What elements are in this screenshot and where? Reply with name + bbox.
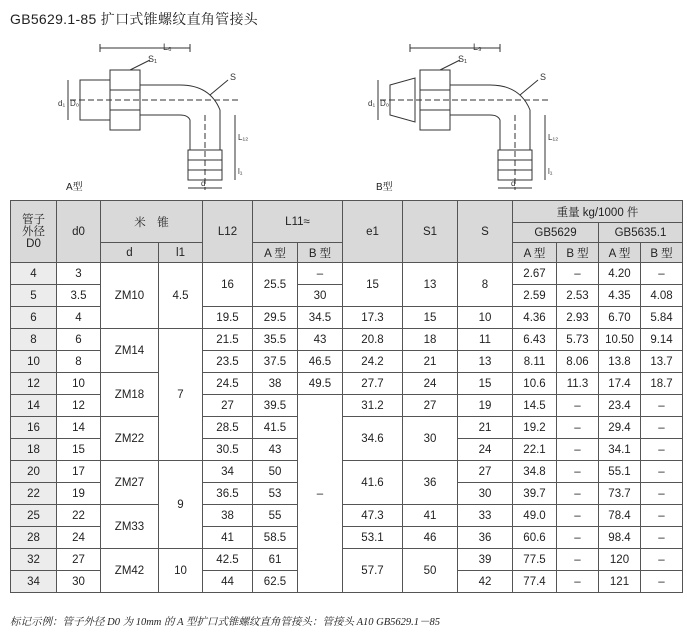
cell-wa2: 120 xyxy=(599,549,641,571)
cell-wb1: – xyxy=(557,417,599,439)
cell-wa2: 10.50 xyxy=(599,329,641,351)
cell-wb1: – xyxy=(557,527,599,549)
cell-d0-inner: 10 xyxy=(57,373,101,395)
cell-wb2: – xyxy=(641,263,683,285)
cell-d0-inner: 15 xyxy=(57,439,101,461)
cell-l11a: 29.5 xyxy=(253,307,298,329)
cell-l12: 19.5 xyxy=(203,307,253,329)
cell-s1: 21 xyxy=(403,351,458,373)
cell-wa2: 78.4 xyxy=(599,505,641,527)
cell-d0: 12 xyxy=(11,373,57,395)
header-l12: L12 xyxy=(203,201,253,263)
cell-d0: 5 xyxy=(11,285,57,307)
cell-l11b: 46.5 xyxy=(298,351,343,373)
cell-l11b: 30 xyxy=(298,285,343,307)
cell-d0-inner: 3.5 xyxy=(57,285,101,307)
cell-l11a: 62.5 xyxy=(253,571,298,593)
cell-wb2: – xyxy=(641,505,683,527)
cell-wb2: 13.7 xyxy=(641,351,683,373)
cell-wb1: 2.53 xyxy=(557,285,599,307)
cell-wa1: 39.7 xyxy=(513,483,557,505)
dim-d1-a: d₁ xyxy=(58,99,66,108)
drawing-b xyxy=(368,42,558,193)
cell-wb2: 18.7 xyxy=(641,373,683,395)
cell-wb1: – xyxy=(557,483,599,505)
cell-e1: 20.8 xyxy=(343,329,403,351)
cell-e1: 57.7 xyxy=(343,549,403,593)
dim-l1-a: l₁ xyxy=(238,167,243,176)
cell-d0: 8 xyxy=(11,329,57,351)
cell-s: 11 xyxy=(458,329,513,351)
table-row xyxy=(11,373,683,395)
dim-l12-a: L₁₂ xyxy=(238,133,249,142)
cell-wa2: 34.1 xyxy=(599,439,641,461)
cell-e1: 15 xyxy=(343,263,403,307)
cell-l12: 28.5 xyxy=(203,417,253,439)
cell-l11a: 37.5 xyxy=(253,351,298,373)
cell-l11b: 49.5 xyxy=(298,373,343,395)
cell-wb1: – xyxy=(557,505,599,527)
cell-d0-inner: 30 xyxy=(57,571,101,593)
cell-l11a: 38 xyxy=(253,373,298,395)
dim-d-a: d xyxy=(201,179,206,188)
cell-wb2: 9.14 xyxy=(641,329,683,351)
cell-d0-inner: 14 xyxy=(57,417,101,439)
cell-l12: 34 xyxy=(203,461,253,483)
table-row xyxy=(11,263,683,285)
header-gb5629: GB5629 xyxy=(513,223,599,243)
cell-e1: 53.1 xyxy=(343,527,403,549)
cell-wb2: – xyxy=(641,395,683,417)
drawing-a xyxy=(58,42,248,193)
cell-d0-inner: 19 xyxy=(57,483,101,505)
cell-s: 36 xyxy=(458,527,513,549)
cell-l11a: 25.5 xyxy=(253,263,298,307)
cell-e1: 41.6 xyxy=(343,461,403,505)
cell-s: 30 xyxy=(458,483,513,505)
cell-wa2: 73.7 xyxy=(599,483,641,505)
cell-wa1: 2.59 xyxy=(513,285,557,307)
cell-wb2: 4.08 xyxy=(641,285,683,307)
cell-l11a: 58.5 xyxy=(253,527,298,549)
cell-d0: 20 xyxy=(11,461,57,483)
cell-thread: ZM18 xyxy=(101,373,159,417)
cell-thread: ZM27 xyxy=(101,461,159,505)
cell-s: 42 xyxy=(458,571,513,593)
cell-s1: 36 xyxy=(403,461,458,505)
cell-wb1: – xyxy=(557,571,599,593)
cell-wa1: 22.1 xyxy=(513,439,557,461)
cell-l11a: 35.5 xyxy=(253,329,298,351)
cell-wa2: 55.1 xyxy=(599,461,641,483)
dim-s-a: S xyxy=(230,72,237,82)
header-mizhui: 米 锥 xyxy=(101,201,203,243)
header-weight-b1: B 型 xyxy=(557,243,599,263)
cell-l1: 9 xyxy=(159,461,203,549)
cell-l12: 21.5 xyxy=(203,329,253,351)
cell-l12: 30.5 xyxy=(203,439,253,461)
cell-l11a: 41.5 xyxy=(253,417,298,439)
header-d0-inner: d0 xyxy=(57,201,101,263)
cell-d0-inner: 27 xyxy=(57,549,101,571)
cell-d0: 14 xyxy=(11,395,57,417)
cell-thread: ZM14 xyxy=(101,329,159,373)
dim-l12-b: L₁₂ xyxy=(548,133,559,142)
header-l11-b: B 型 xyxy=(298,243,343,263)
header-s1: S1 xyxy=(403,201,458,263)
cell-wb1: – xyxy=(557,395,599,417)
cell-s: 27 xyxy=(458,461,513,483)
cell-wa1: 34.8 xyxy=(513,461,557,483)
cell-thread: ZM33 xyxy=(101,505,159,549)
cell-d0: 4 xyxy=(11,263,57,285)
cell-d0: 25 xyxy=(11,505,57,527)
cell-d0-inner: 24 xyxy=(57,527,101,549)
spec-table xyxy=(10,200,683,593)
cell-wa2: 29.4 xyxy=(599,417,641,439)
cell-s: 13 xyxy=(458,351,513,373)
header-weight: 重量 kg/1000 件 xyxy=(513,201,683,223)
cell-s: 8 xyxy=(458,263,513,307)
cell-e1: 47.3 xyxy=(343,505,403,527)
table-row xyxy=(11,549,683,571)
cell-l1: 4.5 xyxy=(159,263,203,329)
cell-d0-inner: 17 xyxy=(57,461,101,483)
cell-s1: 18 xyxy=(403,329,458,351)
header-d0: 管子外径D0 xyxy=(11,201,57,263)
cell-d0-inner: 4 xyxy=(57,307,101,329)
header-gb5635: GB5635.1 xyxy=(599,223,683,243)
dim-d1-b: d₁ xyxy=(368,99,376,108)
cell-e1: 31.2 xyxy=(343,395,403,417)
cell-l12: 42.5 xyxy=(203,549,253,571)
cell-s: 24 xyxy=(458,439,513,461)
cell-wb1: – xyxy=(557,263,599,285)
cell-l11b: 43 xyxy=(298,329,343,351)
cell-thread: ZM42 xyxy=(101,549,159,593)
cell-wa1: 60.6 xyxy=(513,527,557,549)
cell-l11b: – xyxy=(298,263,343,285)
table-row xyxy=(11,461,683,483)
cell-d0: 6 xyxy=(11,307,57,329)
cell-l1: 10 xyxy=(159,549,203,593)
dim-l-b: L₉ xyxy=(473,42,482,52)
cell-d0: 18 xyxy=(11,439,57,461)
cell-s: 19 xyxy=(458,395,513,417)
marking-example-note: 标记示例：管子外径 D0 为 10mm 的 A 型扩口式锥螺纹直角管接头：管接头 A10 GB5629.1－85 xyxy=(10,617,441,628)
cell-wb2: – xyxy=(641,549,683,571)
cell-d0: 22 xyxy=(11,483,57,505)
header-l11: L11≈ xyxy=(253,201,343,243)
cell-l12: 41 xyxy=(203,527,253,549)
table-row xyxy=(11,505,683,527)
cell-d0-inner: 8 xyxy=(57,351,101,373)
cell-wb2: – xyxy=(641,461,683,483)
cell-s: 39 xyxy=(458,549,513,571)
header-l11-a: A 型 xyxy=(253,243,298,263)
cell-l11a: 50 xyxy=(253,461,298,483)
dim-d-b: d xyxy=(511,179,516,188)
cell-l11b: – xyxy=(298,395,343,593)
cell-wa2: 4.20 xyxy=(599,263,641,285)
cell-s1: 24 xyxy=(403,373,458,395)
cell-wa2: 98.4 xyxy=(599,527,641,549)
cell-wb1: 11.3 xyxy=(557,373,599,395)
cell-wa2: 13.8 xyxy=(599,351,641,373)
cell-d0: 16 xyxy=(11,417,57,439)
cell-wa1: 6.43 xyxy=(513,329,557,351)
cell-l11a: 43 xyxy=(253,439,298,461)
cell-thread: ZM22 xyxy=(101,417,159,461)
dim-s-b: S xyxy=(540,72,547,82)
cell-wa1: 19.2 xyxy=(513,417,557,439)
table-row xyxy=(11,417,683,439)
cell-wa2: 6.70 xyxy=(599,307,641,329)
cell-wb2: – xyxy=(641,571,683,593)
dim-l1-b: l₁ xyxy=(548,167,553,176)
header-weight-a1: A 型 xyxy=(513,243,557,263)
cell-l12: 38 xyxy=(203,505,253,527)
cell-wb2: – xyxy=(641,417,683,439)
cell-s: 15 xyxy=(458,373,513,395)
cell-wa2: 121 xyxy=(599,571,641,593)
cell-wa2: 23.4 xyxy=(599,395,641,417)
cell-s1: 41 xyxy=(403,505,458,527)
cell-d0-inner: 22 xyxy=(57,505,101,527)
header-s: S xyxy=(458,201,513,263)
cell-wa1: 77.5 xyxy=(513,549,557,571)
cell-l11a: 53 xyxy=(253,483,298,505)
dim-d0-b: D₀ xyxy=(380,99,390,108)
cell-wa1: 77.4 xyxy=(513,571,557,593)
cell-l12: 44 xyxy=(203,571,253,593)
cell-l1: 7 xyxy=(159,329,203,461)
caption-b: B型 xyxy=(376,182,393,193)
cell-s: 21 xyxy=(458,417,513,439)
cell-d0: 10 xyxy=(11,351,57,373)
cell-wb1: – xyxy=(557,439,599,461)
header-d: d xyxy=(101,243,159,263)
cell-wb1: – xyxy=(557,549,599,571)
cell-wb2: 5.84 xyxy=(641,307,683,329)
dim-d0-a: D₀ xyxy=(70,99,80,108)
cell-d0: 28 xyxy=(11,527,57,549)
cell-l11a: 39.5 xyxy=(253,395,298,417)
table-row xyxy=(11,329,683,351)
cell-s1: 13 xyxy=(403,263,458,307)
cell-l11a: 55 xyxy=(253,505,298,527)
cell-wa2: 4.35 xyxy=(599,285,641,307)
cell-l12: 23.5 xyxy=(203,351,253,373)
cell-wa1: 14.5 xyxy=(513,395,557,417)
cell-d0-inner: 6 xyxy=(57,329,101,351)
cell-wa2: 17.4 xyxy=(599,373,641,395)
cell-d0-inner: 3 xyxy=(57,263,101,285)
page-title: GB5629.1-85 扩口式锥螺纹直角管接头 xyxy=(10,11,259,27)
cell-l12: 16 xyxy=(203,263,253,307)
cell-wa1: 49.0 xyxy=(513,505,557,527)
dim-l-a: L₆ xyxy=(163,42,172,52)
cell-s1: 27 xyxy=(403,395,458,417)
cell-e1: 27.7 xyxy=(343,373,403,395)
cell-s: 33 xyxy=(458,505,513,527)
cell-e1: 24.2 xyxy=(343,351,403,373)
cell-wb1: 2.93 xyxy=(557,307,599,329)
header-e1: e1 xyxy=(343,201,403,263)
cell-l12: 27 xyxy=(203,395,253,417)
caption-a: A型 xyxy=(66,182,83,193)
cell-wa1: 8.11 xyxy=(513,351,557,373)
cell-thread: ZM10 xyxy=(101,263,159,329)
cell-wa1: 4.36 xyxy=(513,307,557,329)
cell-l11b: 34.5 xyxy=(298,307,343,329)
cell-d0: 34 xyxy=(11,571,57,593)
dim-s1-a: S₁ xyxy=(148,54,158,64)
header-l1: l1 xyxy=(159,243,203,263)
cell-wb2: – xyxy=(641,527,683,549)
technical-drawings xyxy=(60,40,580,200)
cell-wb1: 8.06 xyxy=(557,351,599,373)
cell-l12: 36.5 xyxy=(203,483,253,505)
cell-e1: 17.3 xyxy=(343,307,403,329)
cell-l11a: 61 xyxy=(253,549,298,571)
cell-wa1: 2.67 xyxy=(513,263,557,285)
cell-wb2: – xyxy=(641,439,683,461)
cell-s1: 15 xyxy=(403,307,458,329)
cell-s1: 46 xyxy=(403,527,458,549)
cell-s1: 50 xyxy=(403,549,458,593)
cell-wb1: – xyxy=(557,461,599,483)
dim-s1-b: S₁ xyxy=(458,54,468,64)
cell-wb1: 5.73 xyxy=(557,329,599,351)
cell-s: 10 xyxy=(458,307,513,329)
header-weight-a2: A 型 xyxy=(599,243,641,263)
cell-wb2: – xyxy=(641,483,683,505)
cell-s1: 30 xyxy=(403,417,458,461)
cell-e1: 34.6 xyxy=(343,417,403,461)
header-weight-b2: B 型 xyxy=(641,243,683,263)
cell-wa1: 10.6 xyxy=(513,373,557,395)
cell-d0-inner: 12 xyxy=(57,395,101,417)
cell-d0: 32 xyxy=(11,549,57,571)
cell-l12: 24.5 xyxy=(203,373,253,395)
